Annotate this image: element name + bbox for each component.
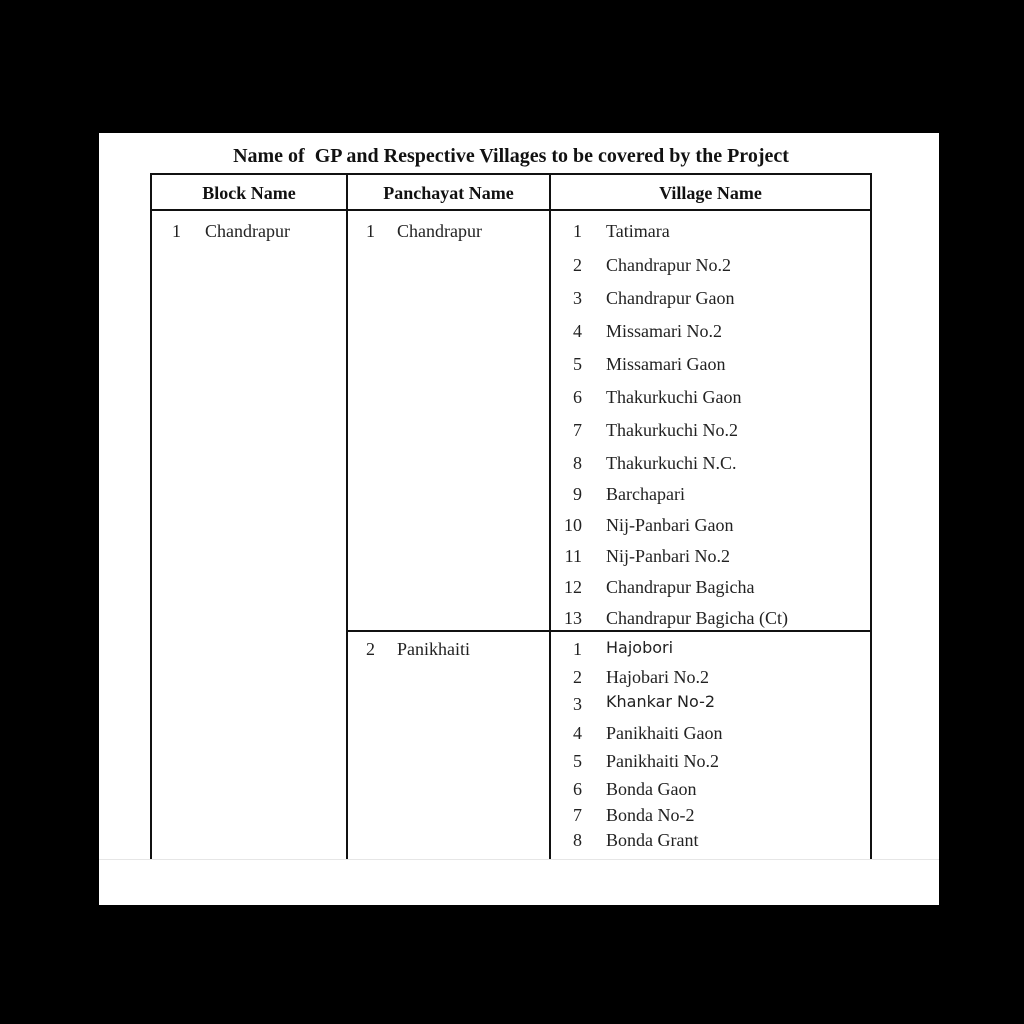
village-number: 5 [573, 751, 582, 771]
document-title: Name of GP and Respective Villages to be covered by the Project [233, 145, 789, 167]
village-name: Chandrapur Bagicha [606, 577, 755, 597]
village-number: 11 [564, 546, 582, 566]
village-name: Chandrapur Gaon [606, 288, 735, 308]
village-number: 3 [573, 694, 582, 714]
panchayat-number: 1 [366, 221, 375, 241]
village-number: 8 [573, 830, 582, 850]
villages-table [150, 173, 872, 873]
village-number: 4 [573, 321, 582, 341]
panchayat-name: Chandrapur [397, 221, 482, 241]
village-number: 2 [573, 667, 582, 687]
block-name: Chandrapur [205, 221, 290, 241]
village-name: Nij-Panbari No.2 [606, 546, 730, 566]
village-name: Thakurkuchi N.C. [606, 453, 737, 473]
village-name: Panikhaiti Gaon [606, 723, 723, 743]
village-name: Bonda Gaon [606, 779, 697, 799]
village-name: Khankar No-2 [606, 692, 716, 711]
village-name: Chandrapur Bagicha (Ct) [606, 608, 788, 628]
header-divider [152, 209, 870, 211]
village-number: 2 [573, 255, 582, 275]
village-name: Missamari No.2 [606, 321, 722, 341]
village-number: 6 [573, 779, 582, 799]
village-name: Panikhaiti No.2 [606, 751, 719, 771]
village-number: 12 [564, 577, 582, 597]
village-name: Hajobari No.2 [606, 667, 709, 687]
village-name: Hajobori [606, 638, 674, 657]
village-number: 8 [573, 453, 582, 473]
village-name: Bonda Grant [606, 830, 699, 850]
village-name: Chandrapur No.2 [606, 255, 731, 275]
village-number: 5 [573, 354, 582, 374]
header-panchayat-name: Panchayat Name [383, 183, 514, 203]
village-number: 3 [573, 288, 582, 308]
village-number: 1 [573, 639, 582, 659]
village-name: Tatimara [606, 221, 670, 241]
village-name: Thakurkuchi No.2 [606, 420, 738, 440]
village-number: 7 [573, 420, 582, 440]
block-number: 1 [172, 221, 181, 241]
village-number: 6 [573, 387, 582, 407]
village-number: 1 [573, 221, 582, 241]
column-divider [346, 175, 348, 873]
village-name: Bonda No-2 [606, 805, 695, 825]
village-number: 10 [564, 515, 582, 535]
page-bottom-strip [99, 859, 939, 905]
village-name: Missamari Gaon [606, 354, 726, 374]
header-village-name: Village Name [659, 183, 762, 203]
village-name: Nij-Panbari Gaon [606, 515, 734, 535]
village-name: Barchapari [606, 484, 685, 504]
village-number: 7 [573, 805, 582, 825]
village-number: 4 [573, 723, 582, 743]
column-divider [549, 175, 551, 873]
panchayat-number: 2 [366, 639, 375, 659]
village-number: 13 [564, 608, 582, 628]
panchayat-divider [346, 630, 870, 632]
header-block-name: Block Name [202, 183, 296, 203]
village-name: Thakurkuchi Gaon [606, 387, 742, 407]
document-page [99, 133, 939, 905]
village-number: 9 [573, 484, 582, 504]
panchayat-name: Panikhaiti [397, 639, 470, 659]
